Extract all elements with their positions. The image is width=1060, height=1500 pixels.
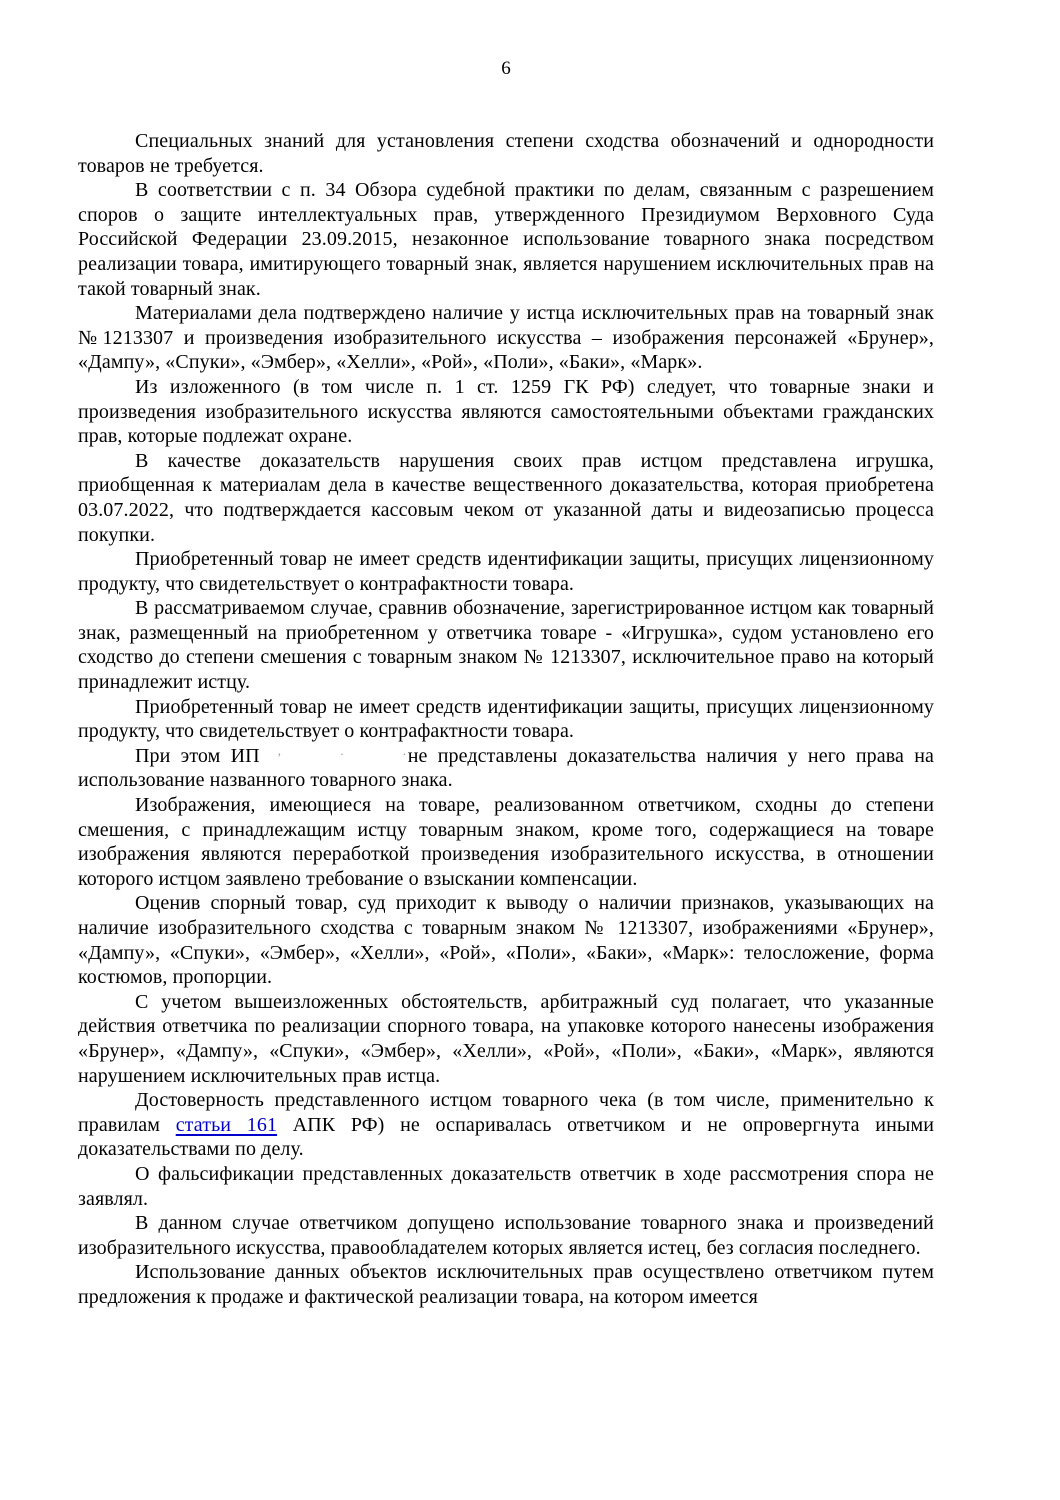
document-body	[78, 129, 934, 1310]
paragraph	[78, 744, 934, 793]
paragraph	[78, 449, 934, 547]
paragraph	[78, 990, 934, 1088]
paragraph-text: АПК РФ) не оспаривалась ответчиком и не опровергнута иными доказательствами по делу.	[78, 1113, 935, 1161]
paragraph	[78, 1211, 934, 1260]
paragraph-text: При этом ИП	[135, 744, 260, 767]
paragraph-text: В данном случае ответчиком допущено использование товарного знака и произведений изобразительного искусства, правообладателем которых является истец, без согласия последнего.	[78, 1212, 934, 1259]
paragraph	[78, 301, 934, 375]
paragraph	[78, 178, 934, 301]
paragraph-text: Приобретенный товар не имеет средств идентификации защиты, присущих лицензионному продукту, что свидетельствует о контрафактности товара.	[78, 695, 934, 743]
paragraph-text: Достоверность представленного истцом товарного чека (в том числе, применительно к правилам	[78, 1089, 934, 1136]
paragraph-text: не представлены доказательства наличия у него права на использование названного товарного знака.	[78, 744, 934, 792]
paragraph-text: Использование данных объектов исключительных прав осуществлено ответчиком путем предложения к продаже и фактической реализации товара, на котором имеется	[78, 1261, 934, 1308]
paragraph	[78, 375, 934, 449]
paragraph-text: Оценив спорный товар, суд приходит к выводу о наличии признаков, указывающих на наличие изобразительного сходства с товарным знаком № 1213307, изображениями «Брунер», «Дампу», «Спуки», «Эмбер», «Хелли», «Рой», «Поли», «Баки», «Марк»: телосложение, форма костюмов, пропорции.	[78, 892, 934, 989]
paragraph	[78, 547, 934, 596]
paragraph-text: В качестве доказательств нарушения своих прав истцом представлена игрушка, приобщенная к материалам дела в качестве вещественного доказательства, которая приобретена 03.07.2022, что подтверждается кассовым чеком от указанной даты и видеозаписью процесса покупки.	[78, 449, 934, 546]
paragraph-text: Изображения, имеющиеся на товаре, реализованном ответчиком, сходны до степени смешения, с принадлежащим истцу товарным знаком, кроме того, содержащиеся на товаре изображения являются переработкой произведения изобразительного искусства, в отношении которого истцом заявлено требование о взыскании компенсации.	[78, 794, 934, 890]
paragraph-text: О фальсификации представленных доказательств ответчик в ходе рассмотрения спора не заявлял.	[78, 1162, 934, 1210]
paragraph	[78, 596, 934, 694]
paragraph-text: С учетом вышеизложенных обстоятельств, арбитражный суд полагает, что указанные действия ответчика по реализации спорного товара, на упаковке которого нанесены изображения «Брунер», «Дампу», «Спуки», «Эмбер», «Хелли», «Рой», «Поли», «Баки», «Марк», являются нарушением исключительных прав истца.	[78, 990, 934, 1087]
paragraph-text: Из изложенного (в том числе п. 1 ст. 1259 ГК РФ) следует, что товарные знаки и произведения изобразительного искусства являются самостоятельными объектами гражданских прав, которые подлежат охране.	[78, 375, 934, 448]
paragraph	[78, 1088, 934, 1162]
paragraph-text: В рассматриваемом случае, сравнив обозначение, зарегистрированное истцом как товарный знак, размещенный на приобретенном у ответчика товаре - «Игрушка», судом установлено его сходство до степени смешения с товарным знаком № 1213307, исключительное право на который принадлежит истцу.	[78, 597, 934, 694]
paragraph-text: Приобретенный товар не имеет средств идентификации защиты, присущих лицензионному продукту, что свидетельствует о контрафактности товара.	[78, 548, 934, 595]
paragraph-text: Специальных знаний для установления степени сходства обозначений и однородности товаров не требуется.	[78, 130, 934, 177]
paragraph-text: В соответствии с п. 34 Обзора судебной практики по делам, связанным с разрешением споров о защите интеллектуальных прав, утвержденного Президиумом Верховного Суда Российской Федерации 23.09.2015, незаконное использование товарного знака посредством реализации товара, имитирующего товарный знак, является нарушением исключительных прав на такой товарный знак.	[78, 179, 934, 300]
paragraph-text: Материалами дела подтверждено наличие у истца исключительных прав на товарный знак №1213307 и произведения изобразительного искусства – изображения персонажей «Брунер», «Дампу», «Спуки», «Эмбер», «Хелли», «Рой», «Поли», «Баки», «Марк».	[78, 302, 934, 374]
paragraph	[78, 1162, 934, 1211]
page-number: 6	[501, 58, 511, 79]
paragraph	[78, 1260, 934, 1309]
redaction-residual-marks: , . .	[277, 743, 434, 759]
paragraph	[78, 891, 934, 989]
paragraph	[78, 695, 934, 744]
paragraph	[78, 129, 934, 178]
paragraph	[78, 793, 934, 891]
statute-link[interactable]: статьи 161	[175, 1113, 278, 1136]
redacted-name-gap	[260, 743, 434, 762]
